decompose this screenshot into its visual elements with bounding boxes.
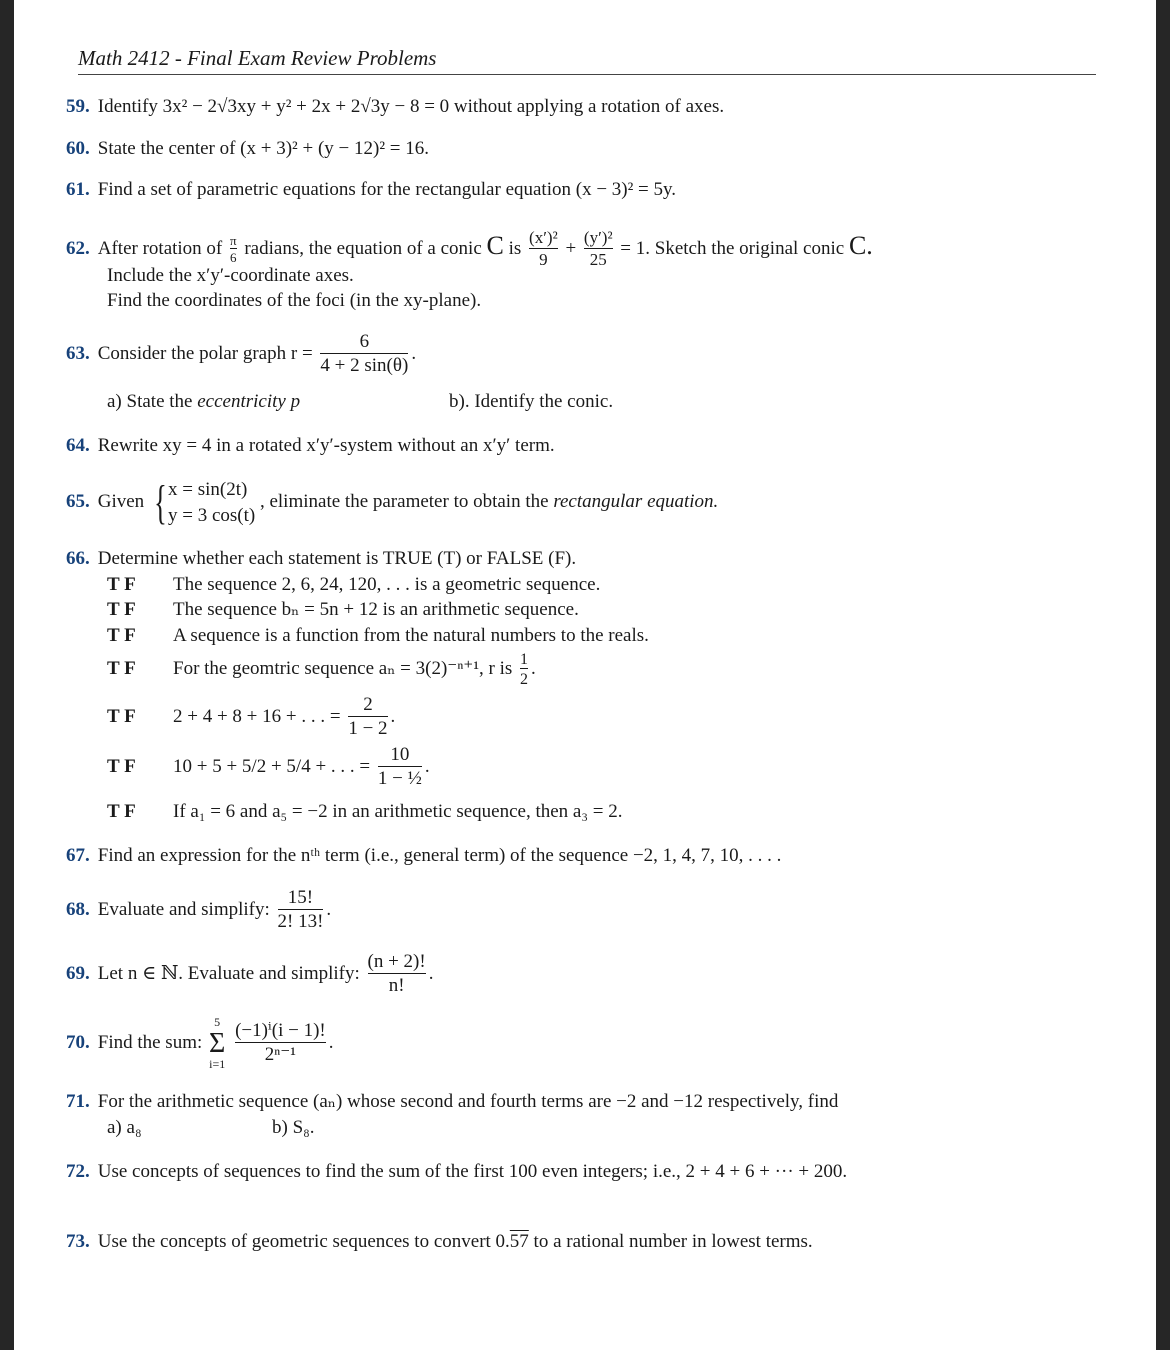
denominator: 2	[520, 668, 528, 689]
equation-x: x = sin(2t)	[167, 478, 248, 500]
statement-text: 2 + 4 + 8 + 16 + . . . =	[173, 706, 341, 727]
conic-symbol: C	[486, 231, 504, 260]
problem-text-post: = 1. Sketch the original conic	[620, 238, 845, 259]
period: .	[326, 899, 332, 920]
factorial-fraction	[278, 888, 324, 933]
period: .	[328, 1032, 334, 1053]
sigma-icon: Σ	[209, 1027, 226, 1059]
problem-69	[66, 946, 433, 1002]
numerator: 1	[520, 650, 529, 668]
angle-fraction	[230, 234, 237, 266]
denominator: 2ⁿ⁻¹	[235, 1042, 326, 1066]
ratio-fraction	[520, 651, 528, 689]
problem-62-line2: Include the x′y′-coordinate axes.	[107, 265, 354, 286]
problem-text-pre: Use the concepts of geometric sequences to convert 0.	[97, 1231, 510, 1252]
period: .	[424, 756, 430, 777]
true-false-options[interactable]: T F	[107, 658, 136, 679]
problem-text-emphasis: rectangular equation.	[553, 491, 719, 512]
problem-66	[66, 547, 576, 571]
problem-number: 68.	[66, 899, 90, 920]
problem-71	[66, 1090, 838, 1114]
true-false-options[interactable]: T F	[107, 801, 136, 822]
summation-symbol	[209, 1016, 225, 1071]
problem-number: 66.	[66, 548, 90, 569]
problem-text-mid: radians, the equation of a conic	[244, 238, 482, 259]
problem-text-pre: Let n ∈ ℕ. Evaluate and simplify:	[97, 963, 360, 984]
problem-63-part-b: b). Identify the conic.	[449, 391, 614, 412]
problem-59	[66, 95, 724, 119]
statement-7	[107, 800, 622, 824]
problem-text-pre: Evaluate and simplify:	[97, 899, 270, 920]
sum-term-fraction	[235, 1021, 326, 1066]
part-a-emphasis: eccentricity p	[197, 391, 301, 412]
parametric-system	[168, 477, 255, 529]
true-false-options[interactable]: T F	[107, 706, 136, 727]
problem-number: 59.	[66, 96, 90, 117]
x-prime-fraction	[529, 229, 558, 269]
problem-number: 62.	[66, 238, 90, 259]
upper-limit: 5	[214, 1015, 221, 1030]
problem-number: 72.	[66, 1161, 90, 1182]
problem-number: 60.	[66, 138, 90, 159]
true-false-options[interactable]: T F	[107, 625, 136, 646]
denominator: 4 + 2 sin(θ)	[320, 355, 409, 377]
period: .	[390, 706, 396, 727]
equation-y: y = 3 cos(t)	[167, 504, 256, 526]
problem-text: State the center of (x + 3)² + (y − 12)² = 16.	[97, 138, 429, 159]
problem-number: 70.	[66, 1032, 90, 1053]
denominator: 2! 13!	[277, 911, 324, 933]
conic-symbol-2: C.	[848, 231, 873, 260]
series-fraction	[378, 745, 422, 790]
numerator: 15!	[287, 887, 314, 909]
problem-intro: Determine whether each statement is TRUE (T) or FALSE (F).	[97, 548, 577, 569]
statement-text: If a₁ = 6 and a₅ = −2 in an arithmetic sequence, then a₃ = 2.	[173, 801, 623, 822]
statement-text: 10 + 5 + 5/2 + 5/4 + . . . =	[173, 756, 371, 777]
period: .	[411, 343, 417, 364]
problem-text-pre: After rotation of	[97, 238, 223, 259]
numerator: (−1)ⁱ(i − 1)!	[235, 1020, 326, 1042]
problem-text-post: to a rational number in lowest terms.	[533, 1231, 813, 1252]
is-word: is	[508, 238, 522, 259]
repeating-digits: 57	[509, 1231, 529, 1252]
true-false-options[interactable]: T F	[107, 574, 136, 595]
statement-text: The sequence 2, 6, 24, 120, . . . is a geometric sequence.	[173, 574, 601, 595]
problem-text-pre: Find the sum:	[97, 1032, 203, 1053]
problem-text: Find a set of parametric equations for the rectangular equation (x − 3)² = 5y.	[97, 179, 677, 200]
problem-68	[66, 882, 331, 938]
problem-70	[66, 1014, 333, 1072]
plus-sign: +	[565, 238, 577, 259]
denominator: 9	[529, 248, 558, 270]
lower-limit: i=1	[209, 1057, 226, 1072]
problem-62-line3: Find the coordinates of the foci (in the xy-plane).	[107, 290, 482, 311]
problem-text-pre: Given	[97, 491, 145, 512]
problem-text: Find an expression for the nᵗʰ term (i.e., general term) of the sequence −2, 1, 4, 7, 10, . . . .	[97, 845, 782, 866]
problem-number: 63.	[66, 343, 90, 364]
denominator: 6	[230, 250, 237, 266]
statement-4	[107, 646, 536, 692]
numerator: (y′)²	[583, 228, 613, 248]
left-border	[0, 0, 14, 1350]
numerator: (n + 2)!	[367, 951, 426, 973]
statement-5	[107, 692, 395, 742]
problem-text: Identify 3x² − 2√3xy + y² + 2x + 2√3y − 8 = 0 without applying a rotation of axes.	[97, 96, 725, 117]
numerator: (x′)²	[529, 228, 558, 248]
statement-1	[107, 573, 600, 597]
problem-number: 71.	[66, 1091, 90, 1112]
problem-text-mid: , eliminate the parameter to obtain the	[259, 491, 549, 512]
problem-71-part-a: a) a₈	[107, 1117, 142, 1138]
true-false-options[interactable]: T F	[107, 756, 136, 777]
problem-number: 64.	[66, 435, 90, 456]
problem-71-part-b: b) S₈.	[272, 1117, 315, 1138]
problem-73	[66, 1230, 813, 1254]
problem-63	[66, 326, 416, 382]
problem-64	[66, 434, 555, 458]
problem-number: 73.	[66, 1231, 90, 1252]
header-rule	[78, 74, 1096, 75]
right-border	[1156, 0, 1170, 1350]
problem-number: 67.	[66, 845, 90, 866]
denominator: n!	[368, 973, 426, 997]
statement-text: The sequence bₙ = 5n + 12 is an arithmetic sequence.	[173, 599, 579, 620]
denominator: 1 − ½	[377, 768, 422, 790]
numerator: π	[230, 232, 237, 248]
numerator: 6	[359, 331, 370, 353]
numerator: 10	[390, 744, 410, 766]
factorial-fraction	[368, 952, 426, 997]
statement-2	[107, 598, 579, 622]
series-fraction	[348, 695, 387, 740]
statement-3	[107, 624, 649, 648]
problem-number: 61.	[66, 179, 90, 200]
problem-65	[66, 474, 718, 530]
problem-text: For the arithmetic sequence (aₙ) whose second and fourth terms are −2 and −12 respectively, find	[97, 1091, 839, 1112]
page-title: Math 2412 - Final Exam Review Problems	[78, 46, 437, 70]
y-prime-fraction	[584, 229, 613, 269]
period: .	[428, 963, 434, 984]
polar-fraction	[320, 332, 408, 377]
problem-67	[66, 844, 781, 868]
problem-63-part-a	[107, 390, 300, 414]
problem-number: 65.	[66, 491, 90, 512]
problem-number: 69.	[66, 963, 90, 984]
problem-text: Rewrite xy = 4 in a rotated x′y′-system without an x′y′ term.	[97, 435, 555, 456]
denominator: 1 − 2	[348, 718, 388, 740]
problem-text-pre: Consider the polar graph r =	[97, 343, 313, 364]
statement-6	[107, 742, 430, 792]
denominator: 25	[584, 248, 613, 270]
problem-60	[66, 137, 429, 161]
true-false-options[interactable]: T F	[107, 599, 136, 620]
period: .	[531, 658, 536, 679]
brace-symbol: {	[154, 475, 167, 529]
statement-text: A sequence is a function from the natural numbers to the reals.	[173, 625, 649, 646]
numerator: 2	[363, 694, 373, 716]
problem-72	[66, 1160, 847, 1184]
problem-text: Use concepts of sequences to find the sum of the first 100 even integers; i.e., 2 + 4 + 6 + ··· + 200.	[97, 1161, 848, 1182]
part-a-text: a) State the	[107, 391, 193, 412]
problem-61	[66, 178, 676, 202]
statement-text: For the geomtric sequence aₙ = 3(2)⁻ⁿ⁺¹, r is	[173, 658, 513, 679]
